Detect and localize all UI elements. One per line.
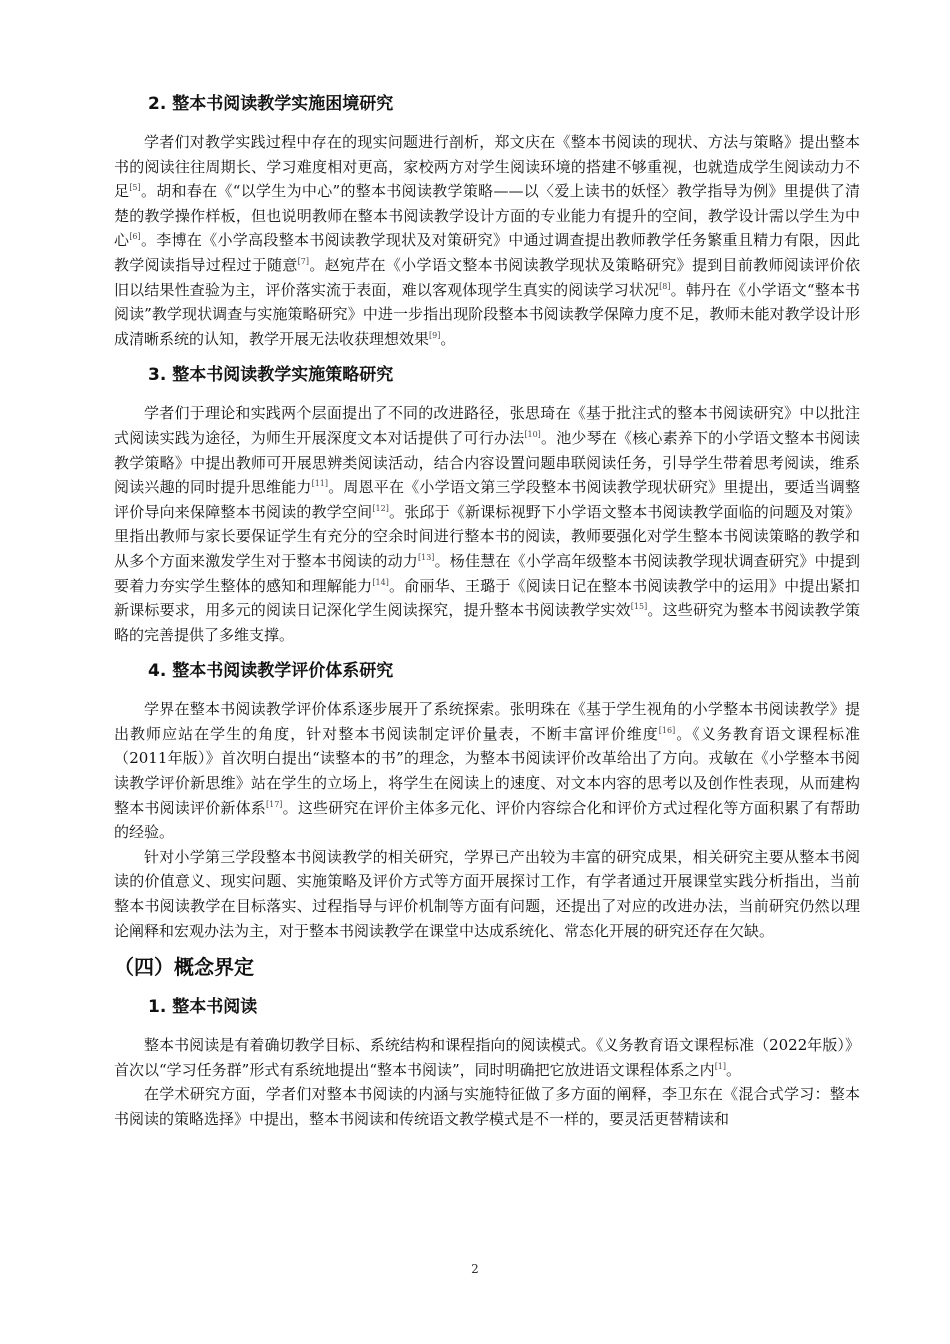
paragraph-academic-research xyxy=(114,1082,860,1131)
citation-marker: [6] xyxy=(129,232,141,242)
paragraph-text: 。赵宛芹在《小学语文整本书阅读教学现状及策略研究》提到目前教师阅读评价依旧以结果性查验为主，评价落实流于表面，难以客观体现学生真实的阅读学习状况 xyxy=(114,255,860,299)
paragraph-text: 。这些研究为整本书阅读教学策略的完善提供了多维支撑。 xyxy=(114,601,860,644)
paragraph-text: 。池少琴在《核心素养下的小学语文整本书阅读教学策略》中提出教师可开展思辨类阅读活动，结合内容设置问题串联阅读任务，引导学生带着思考阅读，维系阅读兴趣的同时提升思维能力 xyxy=(114,428,860,497)
paragraph-research-summary xyxy=(114,845,860,943)
citation-marker: [1] xyxy=(714,1061,727,1071)
citation-marker: [12] xyxy=(372,503,389,513)
citation-marker: [14] xyxy=(372,577,389,587)
paragraph-whole-book-definition xyxy=(114,1033,860,1082)
citation-marker: [11] xyxy=(311,479,329,489)
paragraph-text: 在学术研究方面，学者们对整本书阅读的内涵与实施特征做了多方面的阐释，李卫东在《混合式学习：整本书阅读的策略选择》中提出，整本书阅读和传统语文教学模式是不一样的，要灵活更替精读和 xyxy=(114,1085,860,1128)
paragraph-strategies xyxy=(114,401,860,647)
page-content xyxy=(114,92,860,1132)
citation-marker: [15] xyxy=(630,602,648,612)
paragraph-text: 。胡和春在《“以学生为中心”的整本书阅读教学策略——以〈爱上读书的妖怪〉教学指导为例》里提供了清楚的教学操作样板，但也说明教师在整本书阅读教学设计方面的专业能力有提升的空间，教学设计需以学生为中心 xyxy=(114,182,860,250)
paragraph-text: 。张邱于《新课标视野下小学语文整本书阅读教学面临的问题及对策》里指出教师与家长要保证学生有充分的空余时间进行整本书的阅读，教师要强化对学生整本书阅读策略的教学和从多个方面来激发学生对于整本书阅读的动力 xyxy=(114,502,860,570)
citation-marker: [7] xyxy=(297,256,310,266)
paragraph-evaluation xyxy=(114,697,860,845)
paragraph-text: 学者们于理论和实践两个层面提出了不同的改进路径，张思琦在《基于批注式的整本书阅读研究》中以批注式阅读实践为途径，为师生开展深度文本对话提供了可行办法 xyxy=(114,404,860,447)
paragraph-text: 。 xyxy=(726,1060,742,1079)
page-number: 2 xyxy=(471,1262,479,1276)
paragraph-text: 。这些研究在评价主体多元化、评价内容综合化和评价方式过程化等方面积累了有帮助的经验。 xyxy=(114,798,860,842)
citation-marker: [13] xyxy=(417,552,435,562)
section-heading-evaluation-system: 4. 整本书阅读教学评价体系研究 xyxy=(148,661,394,682)
chapter-heading-concept-definition: （四）概念界定 xyxy=(114,955,254,980)
paragraph-text: 学界在整本书阅读教学评价体系逐步展开了系统探索。张明珠在《基于学生视角的小学整本书阅读教学》提出教师应站在学生的角度，针对整本书阅读制定评价量表，不断丰富评价维度 xyxy=(114,700,860,743)
citation-marker: [8] xyxy=(659,281,671,291)
section-heading-whole-book-reading: 1. 整本书阅读 xyxy=(148,997,258,1018)
paragraph-text: 。韩丹在《小学语文“整本书阅读”教学现状调查与实施策略研究》中进一步指出现阶段整本书阅读教学保障力度不足，教师未能对教学设计形成清晰系统的认知，教学开展无法收获理想效果 xyxy=(114,280,860,348)
paragraph-text: 。杨佳慧在《小学高年级整本书阅读教学现状调查研究》中提到要着力夯实学生整体的感知和理解能力 xyxy=(114,551,860,595)
paragraph-text: 。李博在《小学高段整本书阅读教学现状及对策研究》中通过调查提出教师教学任务繁重且精力有限，因此教学阅读指导过程过于随意 xyxy=(114,231,860,274)
paragraph-text: 。 xyxy=(440,329,456,348)
citation-marker: [17] xyxy=(266,799,283,809)
citation-marker: [9] xyxy=(429,330,441,340)
paragraph-text: 。周恩平在《小学语文第三学段整本书阅读教学现状研究》里提出，要适当调整评价导向来保障整本书阅读的教学空间 xyxy=(114,478,860,521)
paragraph-text: 学者们对教学实践过程中存在的现实问题进行剖析，郑文庆在《整本书阅读的现状、方法与策略》提出整本书的阅读往往周期长、学习难度相对更高，家校两方对学生阅读环境的搭建不够重视，也就造成学生阅读动力不足 xyxy=(114,133,860,201)
paragraph-text: 。俞丽华、王璐于《阅读日记在整本书阅读教学中的运用》中提出紧扣新课标要求，用多元的阅读日记深化学生阅读探究，提升整本书阅读教学实效 xyxy=(114,576,860,620)
paragraph-text: 。《义务教育语文课程标准（2011年版）》首次明白提出“读整本的书”的理念，为整本书阅读评价改革给出了方向。戎敏在《小学整本书阅读教学评价新思维》站在学生的立场上，将学生在阅读上的速度、对文本内容的思考以及创作性表现，从而建构整本书阅读评价新体系 xyxy=(114,724,860,817)
section-heading-implementation-strategies: 3. 整本书阅读教学实施策略研究 xyxy=(148,365,394,386)
citation-marker: [5] xyxy=(129,183,141,193)
citation-marker: [10] xyxy=(524,429,541,439)
citation-marker: [16] xyxy=(658,725,676,735)
paragraph-text: 整本书阅读是有着确切教学目标、系统结构和课程指向的阅读模式。《义务教育语文课程标准（2022年版）》首次以“学习任务群”形式有系统地提出“整本书阅读”，同时明确把它放进语文课程体系之内 xyxy=(114,1036,860,1079)
paragraph-text: 针对小学第三学段整本书阅读教学的相关研究，学界已产出较为丰富的研究成果，相关研究主要从整本书阅读的价值意义、现实问题、实施策略及评价方式等方面开展探讨工作，有学者通过开展课堂实践分析指出，当前整本书阅读教学在目标落实、过程指导与评价机制等方面有问题，还提出了对应的改进办法，当前研究仍然以理论阐释和宏观办法为主，对于整本书阅读教学在课堂中达成系统化、常态化开展的研究还存在欠缺。 xyxy=(114,847,860,940)
paragraph-difficulties xyxy=(114,130,860,351)
section-heading-implementation-difficulties: 2. 整本书阅读教学实施困境研究 xyxy=(148,94,394,114)
